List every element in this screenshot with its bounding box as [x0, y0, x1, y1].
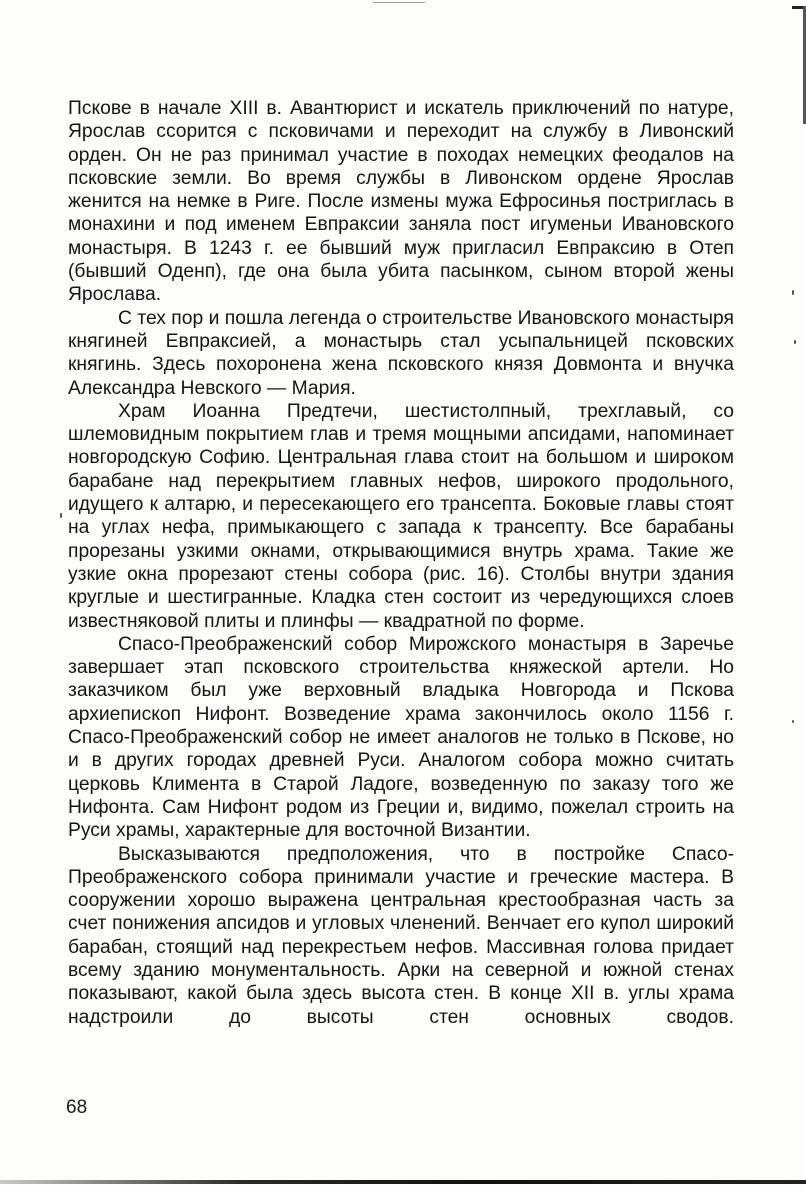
scan-corner-mark [792, 6, 806, 126]
paragraph-5: Высказываются предположения, что в постройке Спасо-Преображенского собора принимали участие и греческие мастера. В сооружении хорошо выражена центральная крестообразная часть за счет понижения апсидов и угловых членений. Венчает его купол широкий барабан, стоящий над перекрестьем нефов. Массивная голова придает всему зданию монументальность. Арки на северной и южной стенах показывают, какой была здесь высота стен. В конце XII в. углы храма надстроили до высоты стен основных сводов. [68, 843, 734, 1028]
paragraph-2: С тех пор и пошла легенда о строительстве Ивановского монастыря княгиней Евпраксией, а монастырь стал усыпальницей псковских княгинь. Здесь похоронена жена псковского князя Довмонта и внучка Александра Невского — Мария. [68, 307, 734, 399]
scan-top-rule [373, 2, 425, 3]
scan-speck [792, 290, 794, 295]
paragraph-1: Пскове в начале XIII в. Авантюрист и искатель приключений по натуре, Ярослав ссорится с псковичами и переходит на службу в Ливонский орден. Он не раз принимал участие в походах немецких феодалов на псковские земли. Во время службы в Ливонском ордене Ярослав женится на немке в Риге. После измены мужа Ефросинья постриглась в монахини и под именем Евпраксии заняла пост игуменьи Ивановского монастыря. В 1243 г. ее бывший муж пригласил Евпраксию в Отеп (бывший Оденп), где она была убита пасынком, сыном второй жены Ярослава. [68, 98, 734, 306]
scan-bottom-edge [0, 1180, 806, 1184]
scan-speck [60, 513, 62, 518]
page-body [68, 97, 734, 1029]
paragraph-3: Храм Иоанна Предтечи, шестистолпный, трехглавый, со шлемовидным покрытием глав и тремя мощными апсидами, напоминает новгородскую Софию. Центральная глава стоит на большом и широком барабане над перекрытием главных нефов, широкого продольного, идущего к алтарю, и пересекающего его трансепта. Боковые главы стоят на углах нефа, примыкающего с запада к трансепту. Все барабаны прорезаны узкими окнами, открывающимися внутрь храма. Такие же узкие окна прорезают стены собора (рис. 16). Столбы внутри здания круглые и шестигранные. Кладка стен состоит из чередующихся слоев известняковой плиты и плинфы — квадратной по форме. [68, 400, 734, 632]
paragraph-4: Спасо-Преображенский собор Мирожского монастыря в Заречье завершает этап псковского строительства княжеской артели. Но заказчиком был уже верховный владыка Новгорода и Пскова архиепископ Нифонт. Возведение храма закончилось около 1156 г. Спасо-Преображенский собор не имеет аналогов не только в Пскове, но и в других городах древней Руси. Аналогом собора можно считать церковь Климента в Старой Ладоге, возведенную по заказу того же Нифонта. Сам Нифонт родом из Греции и, видимо, пожелал строить на Руси храмы, характерные для восточной Византии. [68, 633, 734, 842]
scan-speck [792, 720, 794, 723]
scan-speck [794, 340, 796, 344]
page-number: 68 [66, 1097, 88, 1118]
